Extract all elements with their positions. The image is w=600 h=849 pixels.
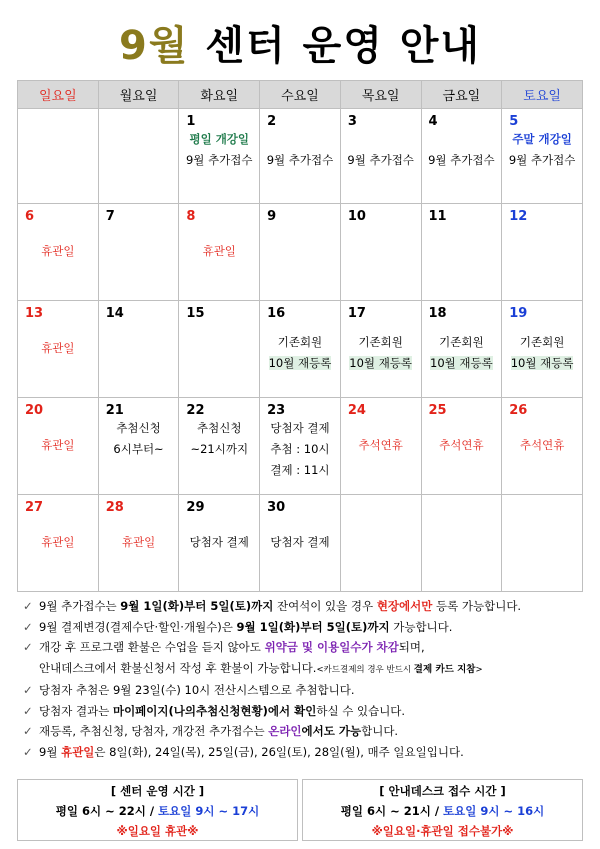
- event-label: 기존회원: [358, 335, 403, 349]
- event-label: 추첨신청: [116, 421, 161, 435]
- event-label: 추첨신청: [197, 421, 242, 435]
- day-cell: [502, 204, 583, 301]
- event-label: 추석연휴: [358, 438, 403, 452]
- day-number: 28: [105, 500, 124, 515]
- day-cell: [18, 204, 99, 301]
- day-cell: [98, 109, 179, 204]
- center-hours-closed: ※일요일 휴관※: [116, 824, 199, 838]
- week-row-4: [18, 398, 583, 495]
- day-cell: [502, 495, 583, 592]
- day-number: 17: [347, 306, 366, 321]
- weekday-mon: 월요일: [98, 81, 179, 109]
- event-label: 6시부터~: [113, 442, 164, 456]
- day-cell: [179, 204, 260, 301]
- center-hours-line: 평일 6시 ~ 22시 / 토요일 9시 ~ 17시: [55, 804, 260, 818]
- day-number: 13: [25, 306, 44, 321]
- day-number: 9: [267, 209, 277, 224]
- desk-hours-title: [ 안내데스크 접수 시간 ]: [379, 784, 506, 798]
- event-label: 10월 재등록: [430, 356, 493, 370]
- event-label: 9월 추가접수: [185, 153, 253, 167]
- day-cell: [179, 398, 260, 495]
- desk-hours-closed: ※일요일·휴관일 접수불가※: [371, 824, 514, 838]
- week-row-1: [18, 109, 583, 204]
- day-number: 12: [509, 209, 528, 224]
- day-number: 29: [186, 500, 205, 515]
- weekday-sun: 일요일: [18, 81, 99, 109]
- day-cell: [18, 301, 99, 398]
- notes-list: [23, 596, 583, 762]
- day-number: 24: [347, 403, 366, 418]
- week-row-5: [18, 495, 583, 592]
- day-cell: [260, 301, 341, 398]
- day-number: 4: [428, 114, 438, 129]
- day-cell: [502, 301, 583, 398]
- title-month: 9월: [118, 23, 190, 69]
- event-label: 당첨자 결제: [270, 421, 330, 435]
- check-icon: ✓: [23, 703, 33, 718]
- event-label: 추석연휴: [439, 438, 484, 452]
- day-number: 20: [25, 403, 44, 418]
- desk-hours-line: 평일 6시 ~ 21시 / 토요일 9시 ~ 16시: [340, 804, 545, 818]
- check-icon: ✓: [23, 619, 33, 634]
- weekday-tue: 화요일: [179, 81, 260, 109]
- day-cell: [260, 495, 341, 592]
- check-icon: ✓: [23, 744, 33, 759]
- weekday-thu: 목요일: [340, 81, 421, 109]
- event-label: 9월 추가접수: [347, 153, 414, 167]
- event-label: 주말 개강일: [512, 132, 572, 146]
- day-number: 30: [267, 500, 286, 515]
- day-number: 1: [186, 114, 196, 129]
- day-number: 8: [186, 209, 196, 224]
- event-label: 9월 추가접수: [266, 153, 334, 167]
- day-cell: [421, 495, 502, 592]
- day-cell: [260, 398, 341, 495]
- event-label: 10월 재등록: [349, 356, 413, 370]
- weekday-wed: 수요일: [260, 81, 341, 109]
- event-label: 평일 개강일: [189, 132, 250, 146]
- day-number: 7: [105, 209, 115, 224]
- event-label: 추첨 : 10시: [270, 442, 330, 456]
- day-cell: [502, 398, 583, 495]
- note-item: ✓ 개강 후 프로그램 환불은 수업을 듣지 않아도 위약금 및 이용일수가 차감되며,: [23, 637, 583, 658]
- weekday-header-row: [18, 81, 583, 109]
- day-number: 3: [347, 114, 357, 129]
- note-item-continued: 안내데스크에서 환불신청서 작성 후 환불이 가능합니다.<카드결제의 경우 반드시 결제 카드 지참>: [39, 660, 483, 675]
- event-label: 휴관일: [41, 438, 75, 452]
- note-item: ✓ 9월 결제변경(결제수단·할인·개월수)은 9월 1일(화)부터 5일(토)까지 가능합니다.: [23, 617, 583, 638]
- check-icon: ✓: [23, 640, 33, 654]
- event-label: 기존회원: [277, 335, 323, 349]
- day-cell: [421, 398, 502, 495]
- day-cell: [98, 301, 179, 398]
- day-number: 19: [509, 306, 528, 321]
- day-cell: [340, 398, 421, 495]
- day-cell: [260, 204, 341, 301]
- event-label: 기존회원: [519, 335, 565, 349]
- day-cell: [179, 495, 260, 592]
- day-cell: [260, 109, 341, 204]
- day-number: 18: [428, 306, 447, 321]
- day-cell: [421, 301, 502, 398]
- event-label: 휴관일: [41, 535, 75, 549]
- day-cell: [179, 301, 260, 398]
- event-label: 휴관일: [41, 244, 75, 258]
- center-hours-box: [17, 779, 298, 841]
- day-cell: [340, 204, 421, 301]
- event-label: 10월 재등록: [268, 356, 332, 370]
- day-number: 6: [25, 209, 35, 224]
- center-hours-title: [ 센터 운영 시간 ]: [110, 784, 205, 798]
- check-icon: ✓: [23, 599, 33, 613]
- note-item: ✓ 당첨자 결과는 마이페이지(나의추첨신청현황)에서 확인하실 수 있습니다.: [23, 701, 583, 722]
- day-number: 16: [267, 306, 286, 321]
- week-row-3: [18, 301, 583, 398]
- day-number: 15: [186, 306, 205, 321]
- day-cell: [340, 495, 421, 592]
- event-label: 휴관일: [202, 244, 236, 258]
- day-cell: [340, 301, 421, 398]
- event-label: 당첨자 결제: [189, 535, 249, 549]
- note-item: ✓ 9월 추가접수는 9월 1일(화)부터 5일(토)까지 잔여석이 있을 경우 현장에서만 등록 가능합니다.: [23, 596, 583, 617]
- day-number: 26: [509, 403, 528, 418]
- day-cell: [18, 398, 99, 495]
- calendar-table: [17, 80, 583, 592]
- check-icon: ✓: [23, 724, 33, 738]
- day-cell: [421, 204, 502, 301]
- note-item: ✓ 당첨자 추첨은 9월 23일(수) 10시 전산시스템으로 추첨합니다.: [23, 680, 583, 701]
- desk-hours-box: [302, 779, 583, 841]
- day-cell: [98, 398, 179, 495]
- day-cell: [421, 109, 502, 204]
- note-item: ✓ 9월 휴관일은 8일(화), 24일(목), 25일(금), 26일(토), 28일(월), 매주 일요일입니다.: [23, 742, 583, 763]
- week-row-2: [18, 204, 583, 301]
- day-number: 27: [25, 500, 44, 515]
- day-number: 10: [347, 209, 366, 224]
- note-item: ✓ 재등록, 추첨신청, 당첨자, 개강전 추가접수는 온라인에서도 가능합니다.: [23, 721, 583, 742]
- page-title: [0, 14, 600, 71]
- event-label: 9월 추가접수: [508, 153, 576, 167]
- title-rest: 센터 운영 안내: [205, 23, 482, 69]
- event-label: 당첨자 결제: [270, 535, 330, 549]
- day-number: 21: [105, 403, 124, 418]
- event-label: 기존회원: [439, 335, 484, 349]
- day-number: 14: [105, 306, 124, 321]
- day-cell: [179, 109, 260, 204]
- day-number: 5: [509, 114, 519, 129]
- check-icon: ✓: [23, 683, 33, 697]
- event-label: ~21시까지: [190, 442, 249, 456]
- day-number: 23: [267, 403, 286, 418]
- day-number: 2: [267, 114, 277, 129]
- event-label: 추석연휴: [519, 438, 565, 452]
- day-cell: [98, 204, 179, 301]
- weekday-sat: 토요일: [502, 81, 583, 109]
- day-number: 11: [428, 209, 447, 224]
- day-cell: [18, 109, 99, 204]
- day-cell: [340, 109, 421, 204]
- day-cell: [98, 495, 179, 592]
- event-label: 결제 : 11시: [270, 463, 330, 477]
- event-label: 9월 추가접수: [428, 153, 495, 167]
- weekday-fri: 금요일: [421, 81, 502, 109]
- event-label: 휴관일: [41, 341, 75, 355]
- event-label: 휴관일: [121, 535, 156, 549]
- day-number: 25: [428, 403, 447, 418]
- day-cell: [502, 109, 583, 204]
- day-number: 22: [186, 403, 205, 418]
- event-label: 10월 재등록: [510, 356, 574, 370]
- day-cell: [18, 495, 99, 592]
